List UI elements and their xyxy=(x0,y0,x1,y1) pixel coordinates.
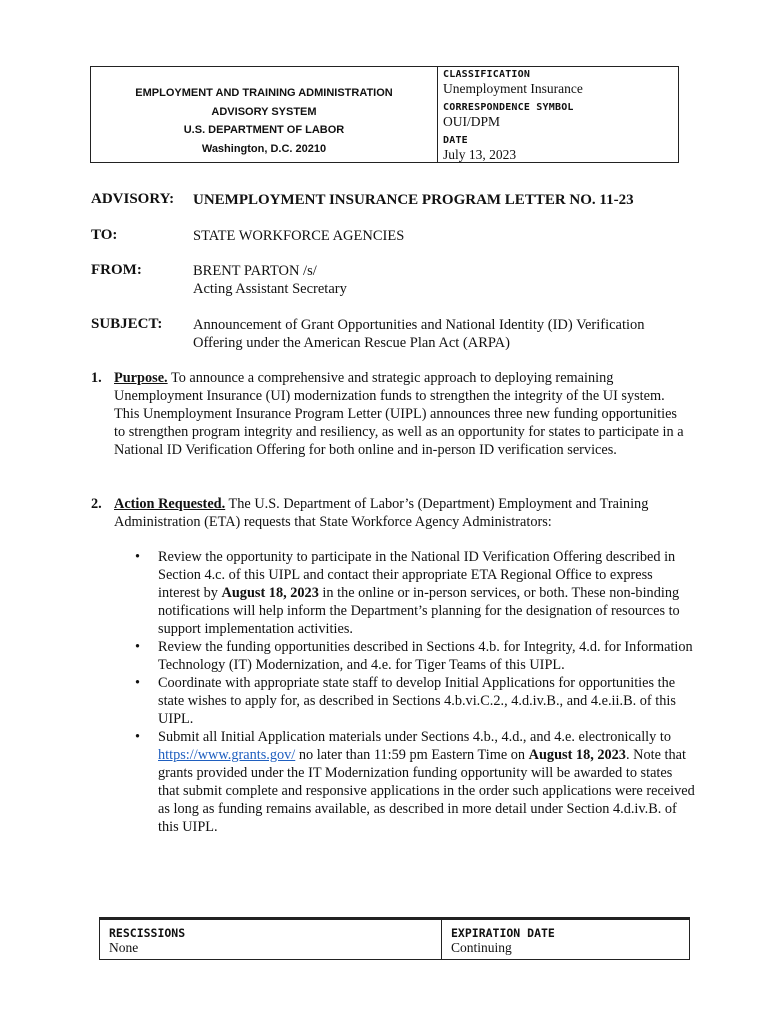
subject-line-1: Announcement of Grant Opportunities and National Identity (ID) Verification xyxy=(193,317,645,333)
expiration-date-label: EXPIRATION DATE xyxy=(451,926,555,940)
classification-block xyxy=(443,69,675,168)
section-number: 1. xyxy=(91,370,102,386)
expiration-cell xyxy=(451,926,555,956)
subject-value xyxy=(193,316,693,352)
classification-label: CLASSIFICATION xyxy=(443,69,531,80)
date-label: DATE xyxy=(443,135,468,146)
advisory-label: ADVISORY: xyxy=(91,191,175,207)
from-label: FROM: xyxy=(91,262,142,278)
section-body xyxy=(114,369,691,459)
to-label: TO: xyxy=(91,227,118,243)
expiration-date-value: Continuing xyxy=(451,940,512,955)
footer-divider xyxy=(441,920,442,960)
bullet-text: no later than 11:59 pm Eastern Time on xyxy=(295,747,529,763)
advisory-system: ADVISORY SYSTEM xyxy=(211,105,317,118)
agency-address: Washington, D.C. 20210 xyxy=(201,142,327,155)
correspondence-symbol-label: CORRESPONDENCE SYMBOL xyxy=(443,102,574,113)
bullet-icon: • xyxy=(135,729,141,745)
subject-label: SUBJECT: xyxy=(91,316,163,332)
grants-gov-link[interactable]: https://www.grants.gov/ xyxy=(158,747,296,763)
subject-line-2: Offering under the American Rescue Plan Act (ARPA) xyxy=(193,335,510,351)
bullet-text: in the online or in-person services, or both. These non-binding notifications will help inform the Department’s planning for the designation of resources to support implementation activities. xyxy=(158,585,680,637)
action-bullet-list xyxy=(135,548,695,836)
to-value: STATE WORKFORCE AGENCIES xyxy=(193,228,405,244)
section-heading: Purpose. xyxy=(114,370,168,386)
deadline-date: August 18, 2023 xyxy=(528,747,626,763)
rescissions-value: None xyxy=(109,940,139,955)
section-text: The U.S. Department of Labor’s (Department) Employment and Training Administration (ETA) requests that State Workforce Agency Administrators: xyxy=(114,496,649,530)
department-name: U.S. DEPARTMENT OF LABOR xyxy=(183,124,345,136)
bullet-text: Submit all Initial Application materials under Sections 4.b., 4.d., and 4.e. electronically to xyxy=(158,729,671,745)
from-title: Acting Assistant Secretary xyxy=(193,281,347,297)
list-item xyxy=(135,548,695,638)
section-heading: Action Requested. xyxy=(114,496,226,512)
section-purpose xyxy=(91,369,691,459)
deadline-date: August 18, 2023 xyxy=(221,585,319,601)
bullet-text: . Note that grants provided under the IT Modernization funding opportunity will be awarded to states that submit complete and responsive applications in the order such applications were received as long as funding remains available, as described in more detail under Section 4.d.iv.B. of this UIPL. xyxy=(158,747,695,835)
rescissions-label: RESCISSIONS xyxy=(109,926,186,940)
bullet-text: Coordinate with appropriate state staff to develop Initial Applications for opportunities the state wishes to apply for, as described in Sections 4.b.vi.C.2., 4.d.iv.B., and 4.e.ii.B. of this UIPL. xyxy=(158,675,676,727)
list-item xyxy=(135,638,695,674)
correspondence-symbol-value: OUI/DPM xyxy=(443,114,501,129)
section-text: To announce a comprehensive and strategic approach to deploying remaining Unemployment Insurance (UI) modernization funds to strengthen the integrity of the UI system. This Unemployment Insurance Program Letter (UIPL) announces three new funding opportunities to strengthen program integrity and resiliency, as well as an opportunity for states to participate in a National ID Verification Offering for both online and in-person ID verification services. xyxy=(114,370,684,458)
classification-value: Unemployment Insurance xyxy=(443,81,583,96)
bullet-icon: • xyxy=(135,549,141,565)
section-action-requested xyxy=(91,495,691,531)
advisory-title: UNEMPLOYMENT INSURANCE PROGRAM LETTER NO. 11-23 xyxy=(193,192,634,208)
bullet-icon: • xyxy=(135,675,141,691)
from-value xyxy=(193,262,693,298)
agency-name: EMPLOYMENT AND TRAINING ADMINISTRATION xyxy=(135,87,393,99)
list-item xyxy=(135,728,695,836)
date-value: July 13, 2023 xyxy=(443,147,517,162)
bullet-text: Review the opportunity to participate in the National ID Verification Offering described in Section 4.c. of this UIPL and contact their appropriate ETA Regional Office to express interest by xyxy=(158,549,676,601)
letterhead-box xyxy=(90,66,679,163)
from-name: BRENT PARTON /s/ xyxy=(193,263,317,279)
rescissions-cell xyxy=(109,926,185,956)
list-item xyxy=(135,674,695,728)
footer-box xyxy=(99,917,690,960)
bullet-icon: • xyxy=(135,639,141,655)
section-number: 2. xyxy=(91,496,102,512)
bullet-text: Review the funding opportunities described in Sections 4.b. for Integrity, 4.d. for Information Technology (IT) Modernization, and 4.e. for Tiger Teams of this UIPL. xyxy=(158,639,693,673)
agency-block xyxy=(91,67,438,162)
section-body xyxy=(114,495,691,531)
